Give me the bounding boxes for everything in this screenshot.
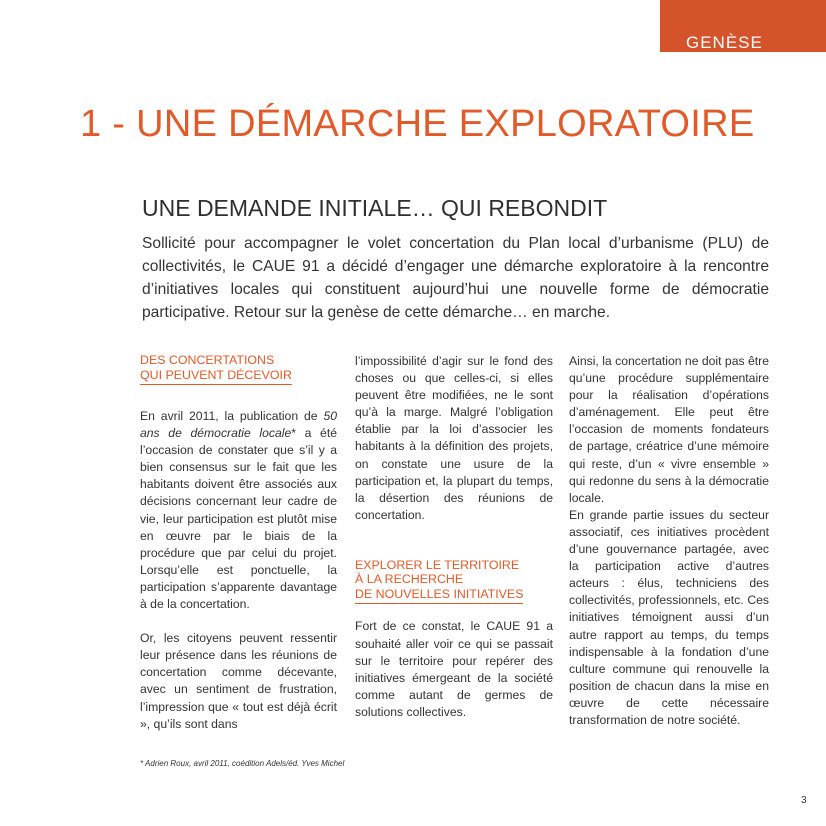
column-3-paragraph-2: En grande partie issues du secteur associatif, ces initiatives procèdent d’une gouvernance partagée, avec la participation active d’autres acteurs : élus, techniciens des collectivités, professionnels, etc. Ces initiatives témoignent aussi d’un autre rapport au temps, du temps indispensable à la fondation d’une culture commune qui renouvelle la position de chacun dans la mise en œuvre de cette nécessaire transformation de notre société. xyxy=(569,507,769,727)
paragraph-text: En avril 2011, la publication de xyxy=(140,409,324,423)
book-title: 50 ans de démocratie locale xyxy=(140,409,337,441)
heading-line: DE NOUVELLES INITIATIVES xyxy=(355,586,524,601)
heading-line: DES CONCERTATIONS xyxy=(140,353,275,367)
heading-line: EXPLORER LE TERRITOIRE xyxy=(355,557,520,572)
column-1-paragraph-2: Or, les citoyens peuvent ressentir leur présence dans les réunions de concertation comme décevante, avec un sentiment de frustration, l’impression que « tout est déjà écrit », qu’ils sont dans xyxy=(140,631,337,731)
heading-line: À LA RECHERCHE xyxy=(355,572,464,587)
column-1-paragraph-1 xyxy=(140,408,337,613)
page-title: 1 - UNE DÉMARCHE EXPLORATOIRE xyxy=(80,103,755,145)
column-2-paragraph-1: l’impossibilité d’agir sur le fond des choses ou que celles-ci, si elles peuvent être modifiées, ne le sont qu’à la marge. Malgré l’obligation établie par la loi d’associer les habitants à la définition des projets, on constate une usure de la participation et, la plupart du temps, la désertion des réunions de concertation. xyxy=(355,354,553,522)
intro-paragraph: Sollicité pour accompagner le volet concertation du Plan local d’urbanisme (PLU) de collectivités, le CAUE 91 a décidé d’engager une démarche exploratoire à la rencontre d’initiatives locales qui constituent aujourd’hui une nouvelle forme de démocratie participative. Retour sur la genèse de cette démarche… en marche. xyxy=(142,235,769,321)
section-tab-label: GENÈSE xyxy=(686,33,763,52)
column-2-paragraph-2: Fort de ce constat, le CAUE 91 a souhaité aller voir ce qui se passait sur le territoire pour repérer des initiatives émergeant de la société comme autant de germes de solutions collectives. xyxy=(355,619,553,719)
section-subtitle: UNE DEMANDE INITIALE… QUI REBONDIT xyxy=(142,195,608,221)
paragraph-text: * a été l’occasion de constater que s’il y a bien consensus sur le fait que les habitants doivent être associés aux décisions concernant leur cadre de vie, leur participation est plutôt mise en œuvre par le biais de la procédure que par celui du projet. Lorsqu’elle est ponctuelle, la participation s’apparente davantage à de la concertation. xyxy=(140,426,337,612)
column-1 xyxy=(140,353,337,733)
column-1-heading xyxy=(140,353,292,385)
column-3-paragraph-1: Ainsi, la concertation ne doit pas être qu’une procédure supplémentaire pour la réalisation d’opérations d’aménagement. Elle peut être l’occasion de moments fondateurs de partage, créatrice d’une mémoire qui reste, d’un « vivre ensemble » qui redonne du sens à la démocratie locale. xyxy=(569,354,769,505)
column-2 xyxy=(355,353,553,721)
page-number: 3 xyxy=(801,795,807,806)
heading-line: QUI PEUVENT DÉCEVOIR xyxy=(140,367,292,382)
column-3 xyxy=(569,353,769,729)
footnote: * Adrien Roux, avril 2011, coédition Adels/éd. Yves Michel xyxy=(140,759,345,768)
column-2-heading xyxy=(355,558,523,605)
section-tab xyxy=(660,0,826,52)
